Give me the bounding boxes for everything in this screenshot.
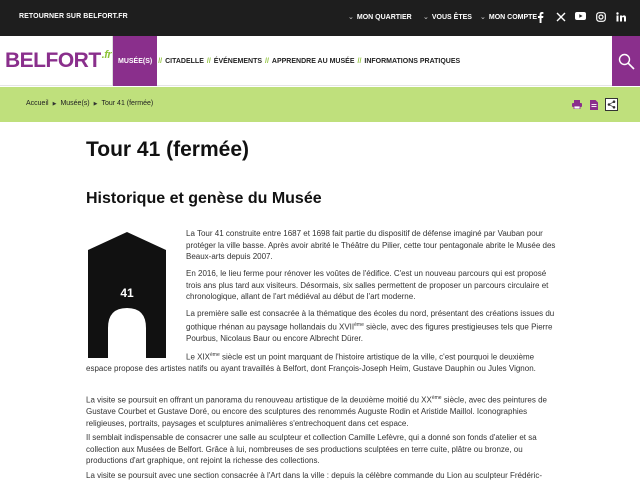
chevron-down-icon: ⌄ [348, 14, 354, 21]
nav-evenements[interactable]: ÉVÉNEMENTS [213, 57, 263, 65]
paragraph: La visite se poursuit en offrant un panorama du renouveau artistique de la deuxième moitié du XXème siècle, avec des peintures de Gustave Courbet et Gustave Doré, ou encore des sculptures des renommés Auguste Rodin et Aristide Maillol. Iconographies religieuses, portraits, paysages et sculptures animalières s'entrechoquent dans cet espace. [86, 395, 547, 428]
chevron-right-icon: ▶ [52, 100, 57, 107]
tower-number: 41 [120, 286, 134, 300]
paragraph: La visite se poursuit avec une section consacrée à l'Art dans la ville : depuis la célèbre commande du Lion au sculpteur Frédéric- [86, 471, 542, 480]
nav-musees[interactable]: MUSÉE(S) [113, 36, 157, 86]
topnav-vous-etes[interactable]: ⌄ VOUS ÊTES [423, 14, 472, 21]
paragraph: En 2016, le lieu ferme pour rénover les voûtes de l'édifice. C'est un nouveau parcours qui est proposé trois ans plus tard aux visiteurs. Désormais, six salles permettent de proposer un parcours circulaire et chronologique, allant de l'art médiéval au début de l'art moderne. [186, 269, 549, 301]
breadcrumb-bar [0, 87, 640, 122]
chevron-down-icon: ⌄ [423, 14, 429, 21]
nav-citadelle[interactable]: CITADELLE [165, 57, 204, 65]
back-to-belfort-link[interactable]: RETOURNER SUR BELFORT.FR [19, 13, 128, 20]
top-utility-bar [0, 0, 640, 36]
x-icon[interactable] [555, 12, 566, 23]
chevron-down-icon: ⌄ [480, 14, 486, 21]
paragraph: Il semblait indispensable de consacrer une salle au sculpteur et collection Camille Lefèvre, qui a donné son fonds d'atelier et sa collection aux Musées de Belfort. Grâce à lui, nombreuses de ses productions sculptées en terre cuite, plâtre ou bronze, ou productions d'art graphique, ont rejoint la richesse des collections. [86, 433, 537, 465]
pdf-icon[interactable] [588, 99, 599, 111]
main-nav: MUSÉE(S) // CITADELLE // ÉVÉNEMENTS // APPRENDRE AU MUSÉE // INFORMATIONS PRATIQUES [113, 36, 462, 86]
breadcrumb-current: Tour 41 (fermée) [101, 100, 154, 107]
section-title: Historique et genèse du Musée [86, 190, 322, 207]
facebook-icon[interactable] [535, 12, 546, 23]
linkedin-icon[interactable] [615, 12, 626, 23]
share-icon[interactable] [605, 98, 618, 111]
nav-infos-pratiques[interactable]: INFORMATIONS PRATIQUES [364, 57, 461, 65]
social-links [535, 12, 626, 23]
nav-apprendre[interactable]: APPRENDRE AU MUSÉE [271, 57, 355, 65]
search-button[interactable] [612, 36, 640, 86]
page-tools [571, 98, 618, 111]
youtube-icon[interactable] [575, 12, 586, 23]
topnav-mon-quartier[interactable]: ⌄ MON QUARTIER [348, 14, 412, 21]
chevron-right-icon: ▶ [93, 100, 98, 107]
paragraph: La Tour 41 construite entre 1687 et 1698 fait partie du dispositif de défense imaginé par Vauban pour protéger la ville basse. Après avoir abrité le Théâtre du Pilier, cette tour pentagonale abrite le Musée des Beaux-arts depuis 2007. [186, 229, 556, 261]
belfort-logo[interactable]: $BELFORT^{.fr}$ [5, 49, 112, 72]
tower-41-pictogram [88, 232, 166, 358]
instagram-icon[interactable] [595, 12, 606, 23]
breadcrumb-musees[interactable]: Musée(s) [60, 100, 90, 107]
breadcrumb [26, 100, 153, 107]
topnav-mon-compte[interactable]: ⌄ MON COMPTE [480, 14, 538, 21]
search-icon [618, 53, 635, 70]
page-title: Tour 41 (fermée) [86, 138, 249, 161]
paragraph: Le XIXème siècle est un point marquant de l'histoire artistique de la ville, c'est pourquoi le deuxième espace propose des artistes natifs ou ayant travaillés à Belfort, dont François-Joseph Heim, Gustave Dauphin ou Jules Vignon. [86, 352, 536, 374]
paragraph: La première salle est consacrée à la thématique des écoles du nord, présentant des créations issues du gothique rhénan au paysage hollandais du XVIIème siècle, avec des figures prestigieuses tels que Pierre Pourbus, Nicolaus Baur ou encore Albrecht Dürer. [186, 309, 555, 343]
main-header [0, 36, 640, 86]
print-icon[interactable] [571, 99, 582, 111]
breadcrumb-accueil[interactable]: Accueil [26, 100, 49, 107]
